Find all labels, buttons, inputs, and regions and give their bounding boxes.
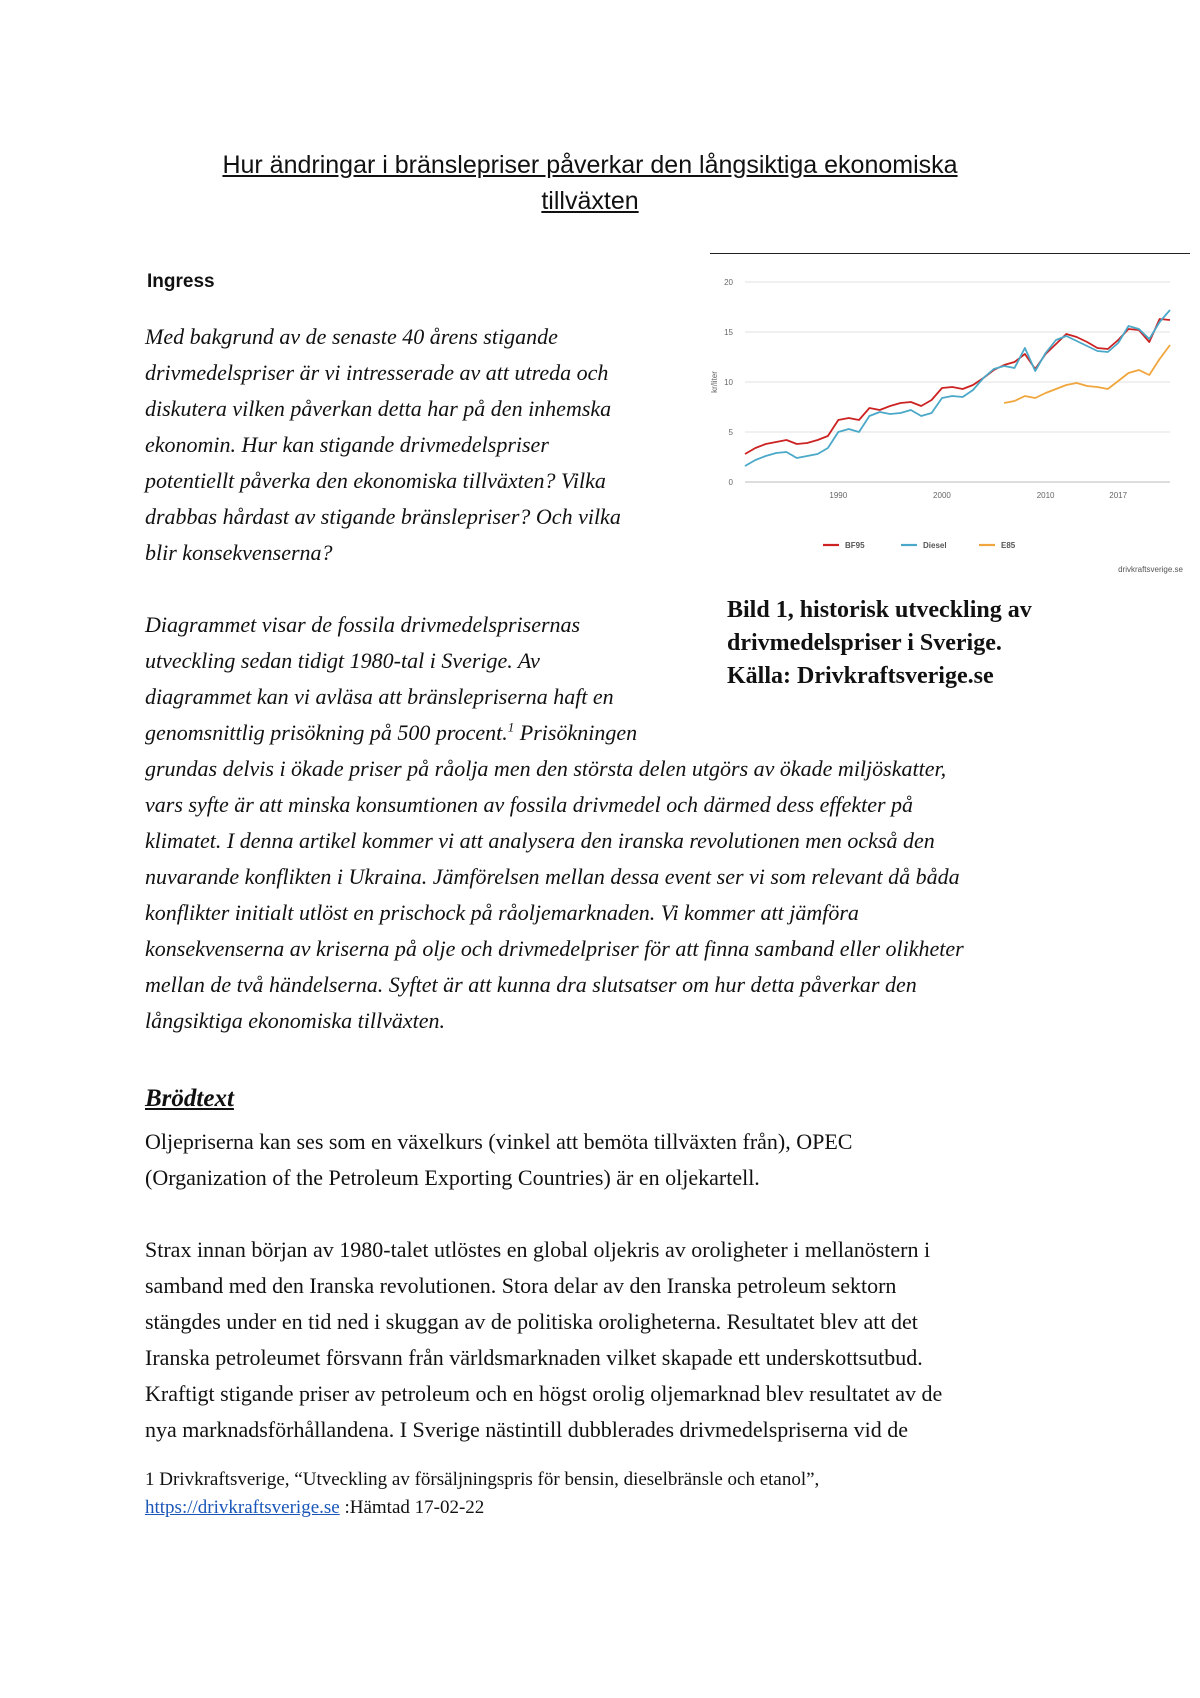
ingress-line: ekonomin. Hur kan stigande drivmedelspriser xyxy=(145,432,549,457)
footnote-source xyxy=(145,1494,484,1522)
ingress-line: konsekvenserna av kriserna på olje och drivmedelpriser för att finna samband eller olikheter xyxy=(145,936,964,961)
body-line: Strax innan början av 1980-talet utlöstes en global oljekris av oroligheter i mellanöstern i xyxy=(145,1237,931,1262)
footnote-suffix: :Hämtad 17-02-22 xyxy=(339,1497,485,1518)
ingress-line: mellan de två händelserna. Syftet är att kunna dra slutsatser om hur detta påverkar den xyxy=(145,972,917,997)
ingress-line: drabbas hårdast av stigande bränslepriser? Och vilka xyxy=(145,504,621,529)
body-line: samband med den Iranska revolutionen. Stora delar av den Iranska petroleum sektorn xyxy=(145,1273,897,1298)
page-title xyxy=(150,147,1030,219)
chart-grid xyxy=(745,282,1170,482)
ingress-heading: Ingress xyxy=(147,271,215,292)
legend-label: Diesel xyxy=(923,541,947,550)
caption-line: drivmedelspriser i Sverige. xyxy=(727,630,1002,656)
ingress-text: Prisökningen xyxy=(514,720,638,745)
ingress-line: grundas delvis i ökade priser på råolja men den största delen utgörs av ökade miljöskatter, xyxy=(145,756,947,781)
caption-line: Källa: Drivkraftsverige.se xyxy=(727,663,994,689)
y-tick-label: 0 xyxy=(728,478,733,487)
title-line-1: Hur ändringar i bränslepriser påverkar den långsiktiga ekonomiska xyxy=(222,151,958,179)
footnote-link[interactable]: https://drivkraftsverige.se xyxy=(145,1497,340,1518)
footnote-ref[interactable]: 1 xyxy=(507,719,515,735)
series-line-bf95 xyxy=(745,319,1170,454)
x-tick-label: 2017 xyxy=(1109,491,1128,500)
body-line: (Organization of the Petroleum Exporting Countries) är en oljekartell. xyxy=(145,1165,760,1190)
ingress-line: utveckling sedan tidigt 1980-tal i Sverige. Av xyxy=(145,648,540,673)
footnote-line: 1 Drivkraftsverige, “Utveckling av försäljningspris för bensin, dieselbränsle och etanol”, xyxy=(145,1469,820,1490)
x-tick-label: 2000 xyxy=(933,491,951,500)
ingress-line: diagrammet kan vi avläsa att bränslepriserna haft en xyxy=(145,684,614,709)
series-line-e85 xyxy=(1004,345,1170,403)
x-tick-label: 1990 xyxy=(829,491,848,500)
ingress-line: konflikter initialt utlöst en prischock på råoljemarknaden. Vi kommer att jämföra xyxy=(145,900,859,925)
y-axis-label: kr/liter xyxy=(710,371,719,393)
chart-ticks xyxy=(724,278,1128,500)
body-line: Kraftigt stigande priser av petroleum och en högst orolig oljemarknad blev resultatet av de xyxy=(145,1381,943,1406)
legend-label: BF95 xyxy=(845,541,865,550)
y-tick-label: 15 xyxy=(724,328,733,337)
ingress-line: nuvarande konflikten i Ukraina. Jämförelsen mellan dessa event ser vi som relevant då båda xyxy=(145,864,960,889)
body-line: Iranska petroleumet försvann från världsmarknaden vilket skapade ett underskottsutbud. xyxy=(145,1345,923,1370)
figure-caption xyxy=(727,594,1107,693)
chart-series xyxy=(745,310,1170,466)
body-line: Oljepriserna kan ses som en växelkurs (vinkel att bemöta tillväxten från), OPEC xyxy=(145,1129,853,1154)
body-line: stängdes under en tid ned i skuggan av de politiska oroligheterna. Resultatet blev att det xyxy=(145,1309,918,1334)
chart-legend xyxy=(823,541,1016,550)
ingress-line-with-footnote xyxy=(145,715,637,751)
figure-top-rule xyxy=(710,253,1190,254)
chart-source-mark: drivkraftsverige.se xyxy=(1118,565,1183,574)
body-line: nya marknadsförhållandena. I Sverige nästintill dubblerades drivmedelspriserna vid de xyxy=(145,1417,909,1442)
ingress-text: genomsnittlig prisökning på 500 procent. xyxy=(145,720,508,745)
caption-line: Bild 1, historisk utveckling av xyxy=(727,597,1032,623)
y-tick-label: 10 xyxy=(724,378,733,387)
title-line-2: tillväxten xyxy=(541,187,639,215)
ingress-line: drivmedelspriser är vi intresserade av att utreda och xyxy=(145,360,609,385)
x-tick-label: 2010 xyxy=(1036,491,1055,500)
legend-label: E85 xyxy=(1001,541,1016,550)
ingress-line: potentiellt påverka den ekonomiska tillväxten? Vilka xyxy=(145,468,606,493)
ingress-line: Diagrammet visar de fossila drivmedelsprisernas xyxy=(145,612,581,637)
y-tick-label: 20 xyxy=(724,278,733,287)
ingress-line: diskutera vilken påverkan detta har på den inhemska xyxy=(145,396,612,421)
body-heading: Brödtext xyxy=(145,1085,234,1112)
ingress-line: Med bakgrund av de senaste 40 årens stigande xyxy=(145,324,558,349)
y-tick-label: 5 xyxy=(728,428,733,437)
ingress-line: blir konsekvenserna? xyxy=(145,540,333,565)
ingress-line: klimatet. I denna artikel kommer vi att analysera den iranska revolutionen men också den xyxy=(145,828,935,853)
ingress-line: långsiktiga ekonomiska tillväxten. xyxy=(145,1008,445,1033)
ingress-line: vars syfte är att minska konsumtionen av fossila drivmedel och därmed dess effekter på xyxy=(145,792,914,817)
fuel-price-chart xyxy=(705,262,1185,580)
